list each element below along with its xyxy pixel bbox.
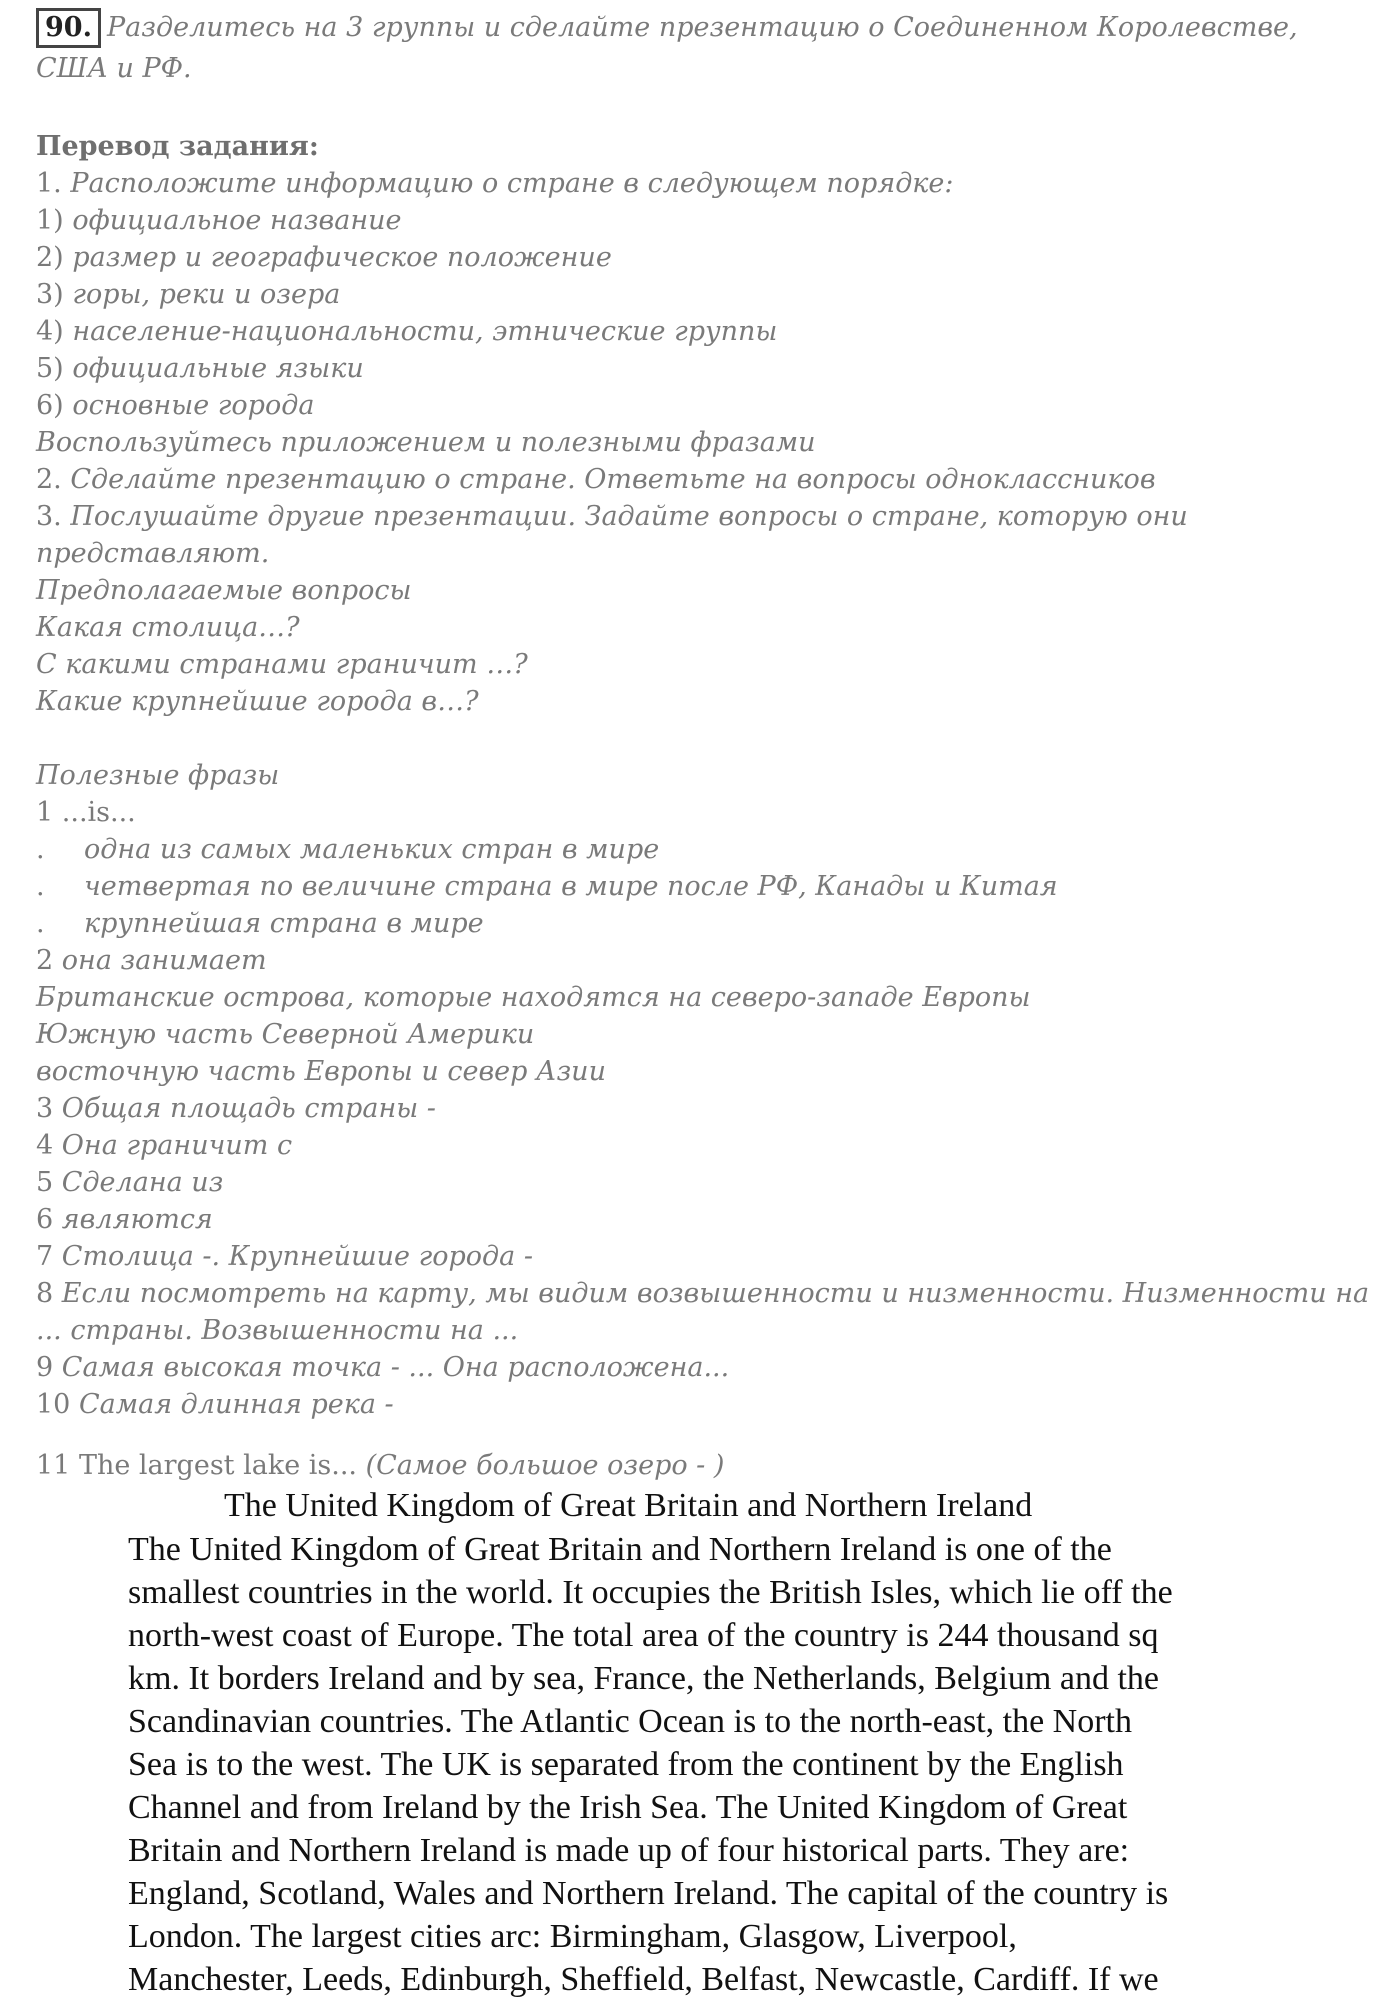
phrase-dots: ... <box>331 1450 357 1481</box>
translation-item-2 <box>36 461 1156 498</box>
phrase-item <box>36 1164 223 1201</box>
task-text-1: Разделитесь на 3 группы и сделайте презентацию о Соединенном Королевстве, <box>106 12 1298 43</box>
use-appendix-text: Воспользуйтесь приложением и полезными фразами <box>36 427 816 458</box>
phrase-bullet-item <box>36 831 659 868</box>
item-number: 2. <box>36 464 62 495</box>
essay-line: Britain and Northern Ireland is made up of four historical parts. They are: <box>128 1832 1130 1869</box>
phrase-text: являются <box>61 1204 213 1235</box>
bullet-text: одна из самых маленьких стран в мире <box>84 834 660 865</box>
essay-line: Sea is to the west. The UK is separated from the continent by the English <box>128 1746 1124 1783</box>
phrase-2-option: Британские острова, которые находятся на северо-западе Европы <box>36 982 1031 1013</box>
phrase-text: Общая площадь страны - <box>61 1093 436 1124</box>
order-text: основные города <box>72 390 315 421</box>
bullet-text: крупнейшая страна в мире <box>84 908 484 939</box>
order-number: 2) <box>36 242 64 273</box>
phrase-number: 8 <box>36 1278 54 1309</box>
phrase-11 <box>36 1447 724 1484</box>
phrase-number: 7 <box>36 1241 54 1272</box>
phrase-2-option: Южную часть Северной Америки <box>36 1019 535 1050</box>
order-item <box>36 313 777 350</box>
order-text: официальные языки <box>72 353 364 384</box>
order-item <box>36 387 314 424</box>
phrase-2 <box>36 942 267 979</box>
translation-item-1 <box>36 165 954 202</box>
bullet-marker: . <box>36 871 45 902</box>
item-number: 1. <box>36 168 62 199</box>
phrase-number: 2 <box>36 945 54 976</box>
phrase-number: 11 <box>36 1450 71 1481</box>
bullet-text: четвертая по величине страна в мире после РФ, Канады и Китая <box>84 871 1058 902</box>
phrase-bullet-item <box>36 868 1058 905</box>
translation-item-3 <box>36 498 1188 535</box>
phrase-bullet-item <box>36 905 484 942</box>
phrase-number: 4 <box>36 1130 54 1161</box>
phrase-2-option: восточную часть Европы и север Азии <box>36 1056 606 1087</box>
order-number: 1) <box>36 205 64 236</box>
essay-line: Manchester, Leeds, Edinburgh, Sheffield, Belfast, Newcastle, Cardiff. If we <box>128 1961 1159 1998</box>
order-item <box>36 239 612 276</box>
task-number-box: 90. <box>36 8 101 48</box>
phrase-item <box>36 1090 436 1127</box>
order-number: 5) <box>36 353 64 384</box>
phrase-item <box>36 1386 394 1423</box>
phrases-heading: Полезные фразы <box>36 760 280 791</box>
phrase-text: она занимает <box>61 945 267 976</box>
essay-line: smallest countries in the world. It occupies the British Isles, which lie off the <box>128 1574 1173 1611</box>
item-text: Сделайте презентацию о стране. Ответьте на вопросы одноклассников <box>70 464 1156 495</box>
phrase-number: 1 <box>36 797 54 828</box>
item-text: Расположите информацию о стране в следующем порядке: <box>70 168 954 199</box>
phrase-number: 5 <box>36 1167 54 1198</box>
phrase-number: 9 <box>36 1352 54 1383</box>
phrase-item <box>36 1349 729 1386</box>
essay-line: The United Kingdom of Great Britain and Northern Ireland is one of the <box>128 1531 1112 1568</box>
phrase-8-cont: ... страны. Возвышенности на ... <box>36 1315 519 1346</box>
question-item: С какими странами граничит …? <box>36 649 528 680</box>
phrase-text: Самая высокая точка - ... Она расположена... <box>61 1352 730 1383</box>
essay-title: The United Kingdom of Great Britain and Northern Ireland <box>224 1487 1033 1524</box>
phrase-item <box>36 1127 292 1164</box>
essay-line: London. The largest cities arc: Birmingham, Glasgow, Liverpool, <box>128 1918 1017 1955</box>
item-text: Послушайте другие презентации. Задайте вопросы о стране, которую они <box>70 501 1188 532</box>
order-number: 3) <box>36 279 64 310</box>
questions-heading: Предполагаемые вопросы <box>36 575 412 606</box>
essay-line: km. It borders Ireland and by sea, France, the Netherlands, Belgium and the <box>128 1660 1160 1697</box>
order-item <box>36 350 364 387</box>
order-text: горы, реки и озера <box>72 279 341 310</box>
phrase-item <box>36 1238 533 1275</box>
order-item <box>36 276 340 313</box>
question-item: Какая столица…? <box>36 612 300 643</box>
order-number: 6) <box>36 390 64 421</box>
bullet-marker: . <box>36 908 45 939</box>
phrase-item <box>36 1201 213 1238</box>
phrase-number: 6 <box>36 1204 54 1235</box>
order-text: официальное название <box>72 205 402 236</box>
phrase-english: The largest lake is <box>78 1450 332 1481</box>
essay-line: England, Scotland, Wales and Northern Ireland. The capital of the country is <box>128 1875 1169 1912</box>
essay-line: Scandinavian countries. The Atlantic Ocean is to the north-east, the North <box>128 1703 1132 1740</box>
phrase-number: 10 <box>36 1389 71 1420</box>
phrase-text: ...is... <box>61 797 136 828</box>
phrase-item <box>36 1275 1369 1312</box>
essay-line: Channel and from Ireland by the Irish Sea. The United Kingdom of Great <box>128 1789 1128 1826</box>
question-item: Какие крупнейшие города в…? <box>36 686 479 717</box>
task-line-1 <box>36 8 1298 48</box>
phrase-russian: (Самое большое озеро - ) <box>365 1450 725 1481</box>
order-number: 4) <box>36 316 64 347</box>
phrase-text: Она граничит с <box>61 1130 293 1161</box>
order-text: население-национальности, этнические группы <box>72 316 778 347</box>
item-number: 3. <box>36 501 62 532</box>
translation-item-3-cont: представляют. <box>36 538 270 569</box>
phrase-text: Столица -. Крупнейшие города - <box>61 1241 533 1272</box>
order-item <box>36 202 401 239</box>
phrase-text: Сделана из <box>61 1167 224 1198</box>
phrase-1 <box>36 794 136 831</box>
phrase-number: 3 <box>36 1093 54 1124</box>
task-text-2: США и РФ. <box>36 53 192 84</box>
translation-heading: Перевод задания: <box>36 131 319 162</box>
bullet-marker: . <box>36 834 45 865</box>
phrase-text: Самая длинная река - <box>78 1389 394 1420</box>
essay-line: north-west coast of Europe. The total area of the country is 244 thousand sq <box>128 1617 1159 1654</box>
phrase-text: Если посмотреть на карту, мы видим возвышенности и низменности. Низменности на <box>61 1278 1370 1309</box>
order-text: размер и географическое положение <box>72 242 612 273</box>
